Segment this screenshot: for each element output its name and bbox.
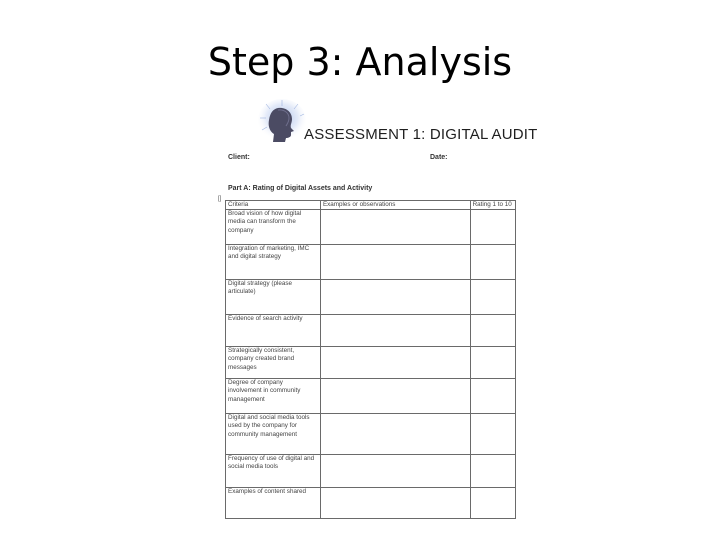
rating-cell	[470, 379, 515, 414]
table-row	[226, 488, 516, 519]
table-row	[226, 245, 516, 280]
table-row	[226, 210, 516, 245]
table-row	[226, 379, 516, 414]
audit-table	[225, 200, 516, 519]
observations-cell	[320, 379, 470, 414]
criteria-cell: Frequency of use of digital and social media tools	[226, 455, 321, 488]
part-title: Part A: Rating of Digital Assets and Activity	[228, 185, 373, 192]
side-mark: []	[218, 196, 222, 202]
criteria-cell: Evidence of search activity	[226, 315, 321, 347]
rating-cell	[470, 455, 515, 488]
observations-cell	[320, 315, 470, 347]
head-silhouette-icon	[256, 98, 306, 144]
client-label: Client:	[228, 154, 250, 161]
observations-cell	[320, 347, 470, 379]
column-header-examples: Examples or observations	[320, 201, 470, 210]
observations-cell	[320, 455, 470, 488]
column-header-rating: Rating 1 to 10	[470, 201, 515, 210]
criteria-cell: Broad vision of how digital media can transform the company	[226, 210, 321, 245]
criteria-cell: Degree of company involvement in community management	[226, 379, 321, 414]
criteria-cell: Digital and social media tools used by the company for community management	[226, 414, 321, 455]
rating-cell	[470, 315, 515, 347]
rating-cell	[470, 280, 515, 315]
slide-title: Step 3: Analysis	[207, 40, 513, 84]
rating-cell	[470, 210, 515, 245]
date-label: Date:	[430, 154, 448, 161]
observations-cell	[320, 488, 470, 519]
table-row	[226, 455, 516, 488]
rating-cell	[470, 488, 515, 519]
document-title: ASSESSMENT 1: DIGITAL AUDIT	[304, 126, 538, 143]
criteria-cell: Strategically consistent, company created brand messages	[226, 347, 321, 379]
observations-cell	[320, 280, 470, 315]
rating-cell	[470, 245, 515, 280]
criteria-cell: Digital strategy (please articulate)	[226, 280, 321, 315]
table-header-row	[226, 201, 516, 210]
criteria-cell: Examples of content shared	[226, 488, 321, 519]
table-row	[226, 347, 516, 379]
table-row	[226, 414, 516, 455]
rating-cell	[470, 347, 515, 379]
observations-cell	[320, 414, 470, 455]
column-header-criteria: Criteria	[226, 201, 321, 210]
table-row	[226, 315, 516, 347]
rating-cell	[470, 414, 515, 455]
observations-cell	[320, 210, 470, 245]
observations-cell	[320, 245, 470, 280]
audit-document-image	[218, 96, 538, 530]
table-row	[226, 280, 516, 315]
document-header	[218, 96, 538, 146]
criteria-cell: Integration of marketing, IMC and digital strategy	[226, 245, 321, 280]
